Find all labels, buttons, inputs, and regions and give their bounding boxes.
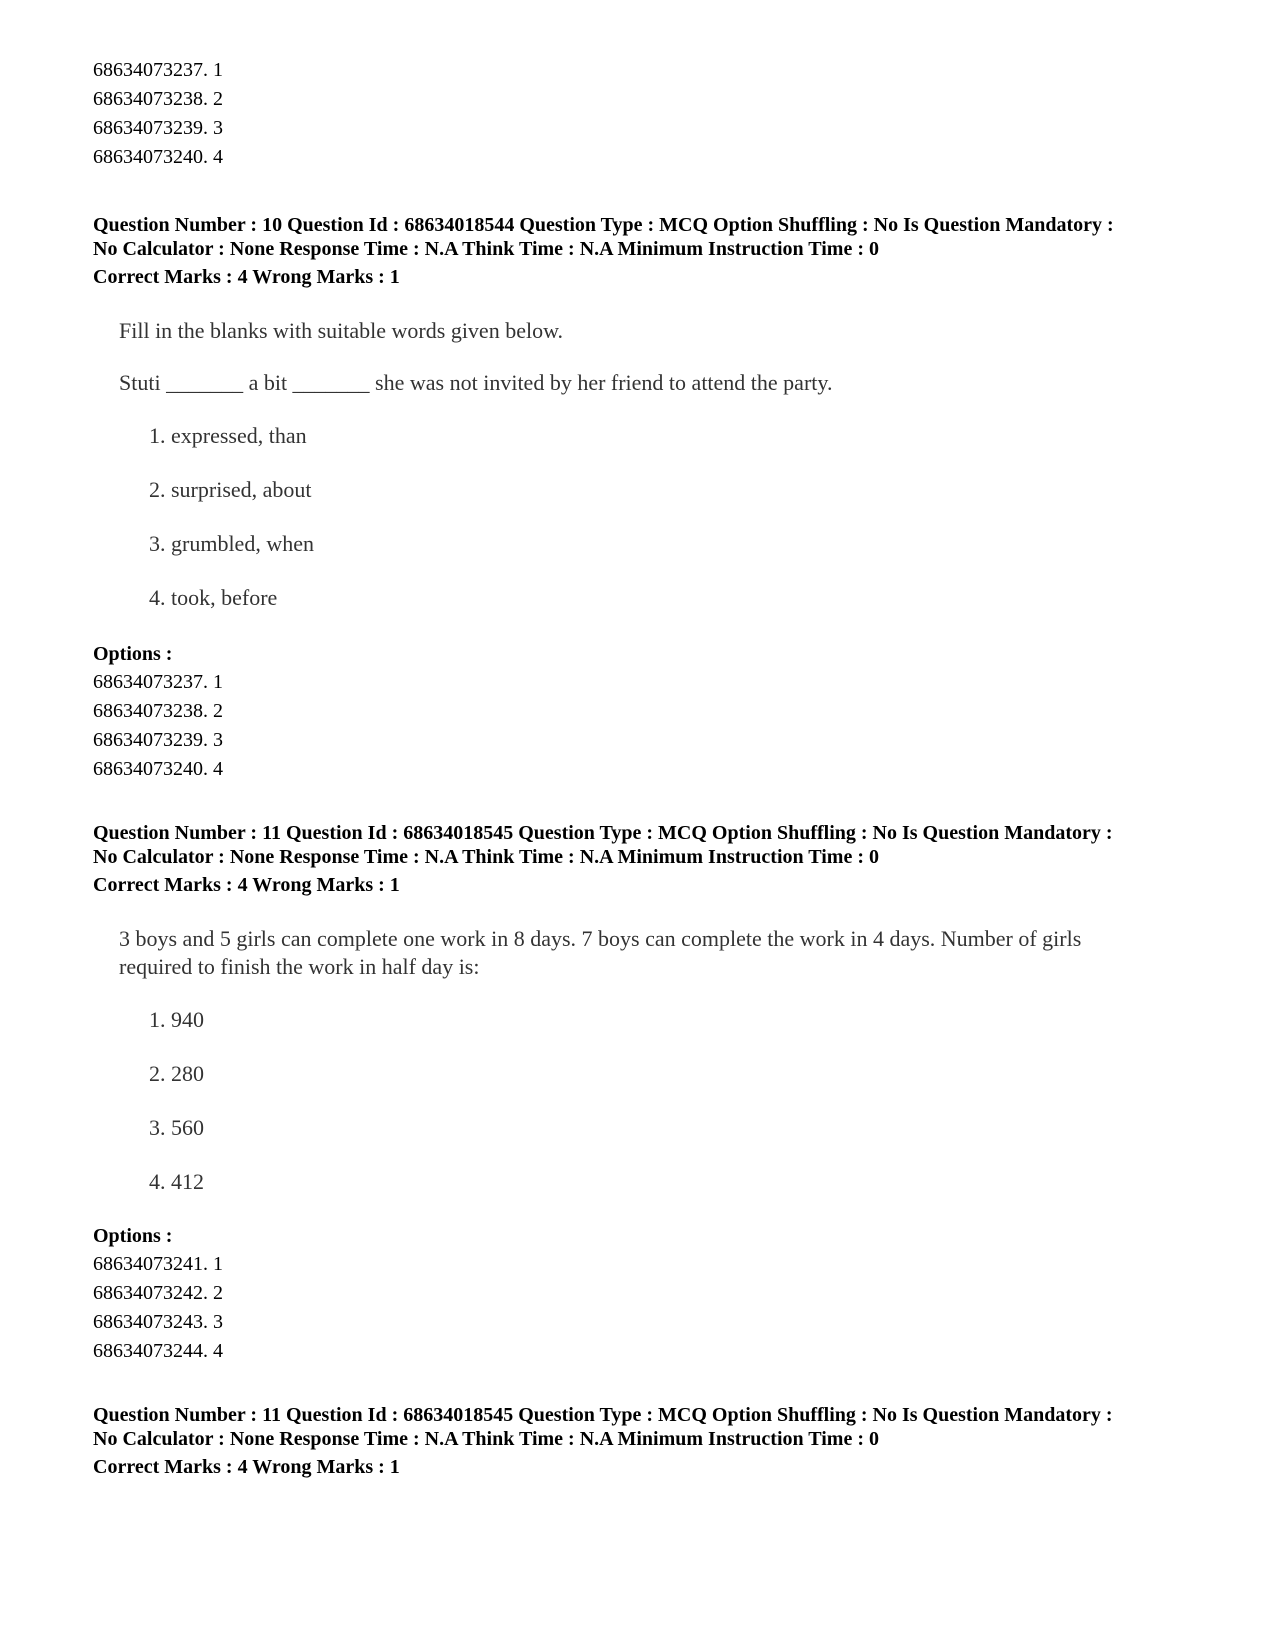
option-item: 68634073238. 2 [93,700,223,722]
options-label: Options : [93,643,173,665]
question-header-line1: Question Number : 10 Question Id : 68634018544 Question Type : MCQ Option Shuffling : No Is Question Mandatory : [93,214,1114,236]
question-instruction: Fill in the blanks with suitable words given below. [119,318,564,343]
answer-choice: 2. 280 [149,1061,204,1086]
option-item: 68634073244. 4 [93,1340,223,1362]
option-item: 68634073242. 2 [93,1282,223,1304]
question-text-line2: required to finish the work in half day is: [119,954,480,979]
question-header-line2: No Calculator : None Response Time : N.A Think Time : N.A Minimum Instruction Time : 0 [93,238,879,260]
question-marks: Correct Marks : 4 Wrong Marks : 1 [93,1456,400,1478]
answer-choice: 4. 412 [149,1169,204,1194]
answer-choice: 4. took, before [149,585,278,610]
option-item: 68634073238. 2 [93,88,223,110]
answer-choice: 3. grumbled, when [149,531,314,556]
question-sentence: Stuti _______ a bit _______ she was not invited by her friend to attend the party. [119,370,833,395]
option-item: 68634073243. 3 [93,1311,223,1333]
question-marks: Correct Marks : 4 Wrong Marks : 1 [93,266,400,288]
answer-choice: 3. 560 [149,1115,204,1140]
question-header-line2: No Calculator : None Response Time : N.A Think Time : N.A Minimum Instruction Time : 0 [93,846,879,868]
option-item: 68634073239. 3 [93,729,223,751]
question-text-line1: 3 boys and 5 girls can complete one work in 8 days. 7 boys can complete the work in 4 days. Number of girls [119,926,1082,951]
question-marks: Correct Marks : 4 Wrong Marks : 1 [93,874,400,896]
answer-choice: 1. expressed, than [149,423,307,448]
options-label: Options : [93,1225,173,1247]
option-item: 68634073237. 1 [93,671,223,693]
question-header-line1: Question Number : 11 Question Id : 68634018545 Question Type : MCQ Option Shuffling : No Is Question Mandatory : [93,1404,1113,1426]
option-item: 68634073239. 3 [93,117,223,139]
option-item: 68634073240. 4 [93,146,223,168]
answer-choice: 2. surprised, about [149,477,312,502]
question-header-line2: No Calculator : None Response Time : N.A Think Time : N.A Minimum Instruction Time : 0 [93,1428,879,1450]
option-item: 68634073240. 4 [93,758,223,780]
option-item: 68634073237. 1 [93,59,223,81]
answer-choice: 1. 940 [149,1007,204,1032]
question-header-line1: Question Number : 11 Question Id : 68634018545 Question Type : MCQ Option Shuffling : No Is Question Mandatory : [93,822,1113,844]
option-item: 68634073241. 1 [93,1253,223,1275]
